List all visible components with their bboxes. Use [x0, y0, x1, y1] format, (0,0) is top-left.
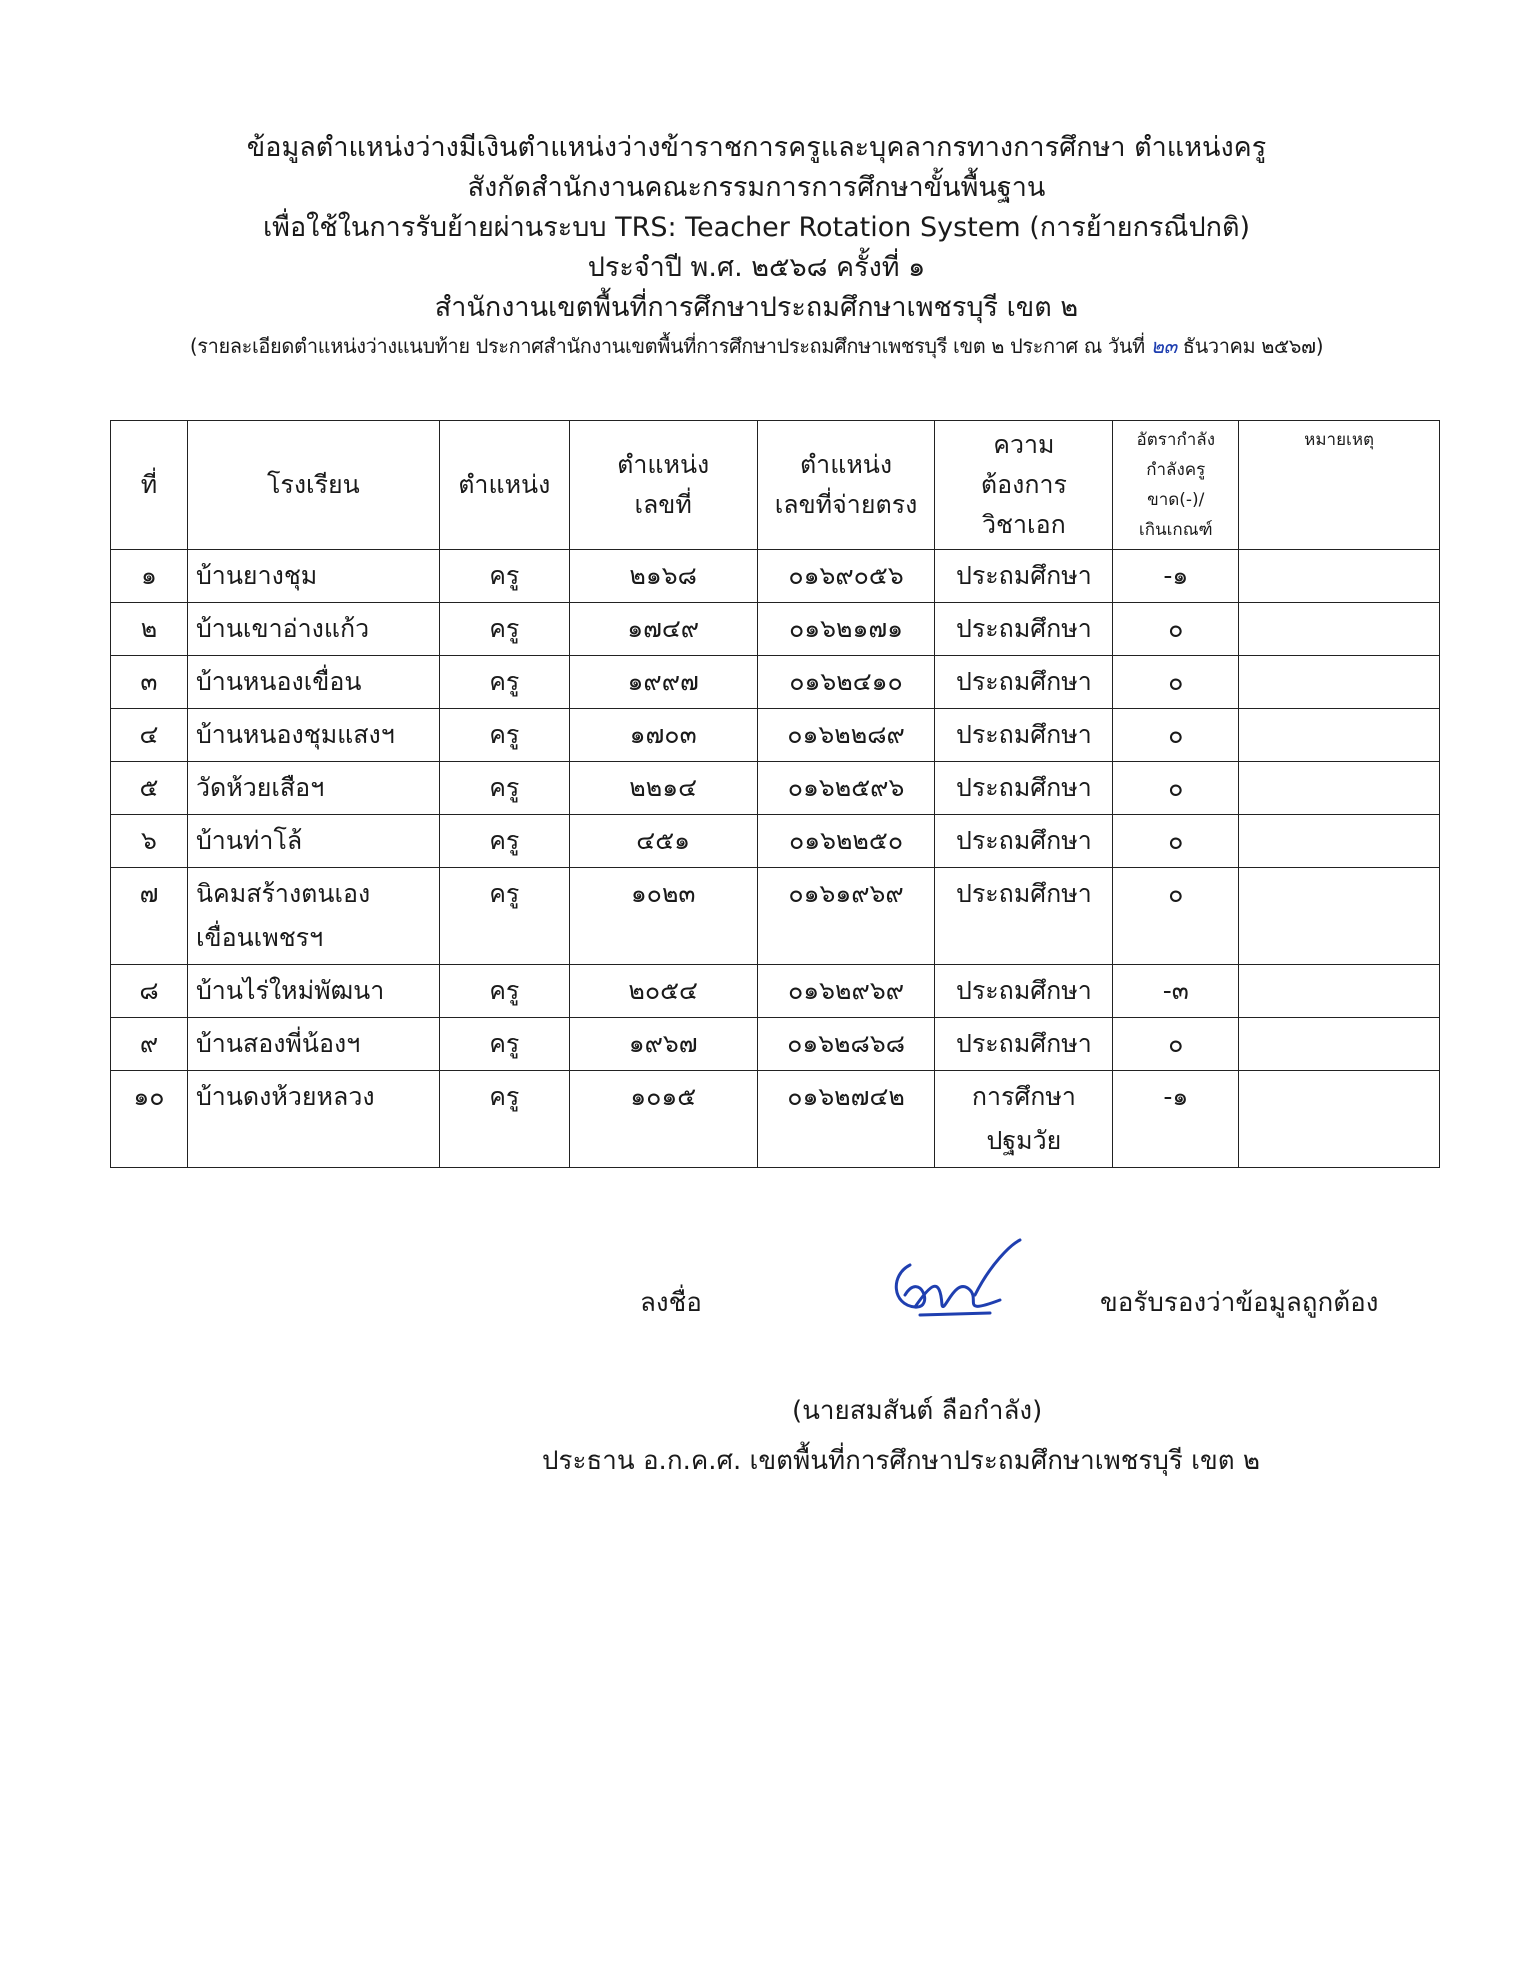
- table-row: [111, 550, 1440, 603]
- cell-major: ประถมศึกษา: [935, 965, 1113, 1018]
- cell-remark: [1239, 550, 1440, 603]
- note-suffix: ธันวาคม ๒๕๖๗): [1182, 334, 1324, 358]
- cell-staff-rate: -๑: [1113, 1071, 1239, 1168]
- cell-school: นิคมสร้างตนเอง เขื่อนเพชรฯ: [187, 868, 439, 965]
- title-line-1: ข้อมูลตำแหน่งว่างมีเงินตำแหน่งว่างข้าราชการครูและบุคลากรทางการศึกษา ตำแหน่งครู: [246, 132, 1267, 163]
- cell-pay-number: ๐๑๖๒๙๖๙: [757, 965, 935, 1018]
- cell-no: ๑: [111, 550, 188, 603]
- cell-major: ประถมศึกษา: [935, 550, 1113, 603]
- header-position: ตำแหน่ง: [439, 421, 569, 550]
- table-row: [111, 709, 1440, 762]
- cell-position-number: ๑๐๒๓: [569, 868, 757, 965]
- cell-pay-number: ๐๑๖๒๗๔๒: [757, 1071, 935, 1168]
- table-row: [111, 603, 1440, 656]
- note-prefix: (รายละเอียดตำแหน่งว่างแนบท้าย ประกาศสำนักงานเขตพื้นที่การศึกษาประถมศึกษาเพชรบุรี เขต ๒ ประกาศ ณ วันที่: [189, 334, 1145, 358]
- cell-position: ครู: [439, 550, 569, 603]
- title-line-5: สำนักงานเขตพื้นที่การศึกษาประถมศึกษาเพชรบุรี เขต ๒: [434, 292, 1079, 323]
- cell-major: ประถมศึกษา: [935, 656, 1113, 709]
- table-row: [111, 1018, 1440, 1071]
- cell-position: ครู: [439, 1071, 569, 1168]
- cell-major: ประถมศึกษา: [935, 603, 1113, 656]
- cell-staff-rate: ๐: [1113, 815, 1239, 868]
- cell-position-number: ๑๙๙๗: [569, 656, 757, 709]
- signature-image: [880, 1235, 1040, 1335]
- cell-no: ๕: [111, 762, 188, 815]
- title-line-4: ประจำปี พ.ศ. ๒๕๖๘ ครั้งที่ ๑: [587, 252, 926, 283]
- cell-major: ประถมศึกษา: [935, 815, 1113, 868]
- title-line-3: เพื่อใช้ในการรับย้ายผ่านระบบ TRS: Teacher Rotation System (การย้ายกรณีปกติ): [262, 212, 1251, 243]
- header-school: โรงเรียน: [187, 421, 439, 550]
- cell-school: บ้านหนองเขื่อน: [187, 656, 439, 709]
- title-line-2: สังกัดสำนักงานคณะกรรมการการศึกษาขั้นพื้นฐาน: [467, 172, 1046, 203]
- cell-no: ๔: [111, 709, 188, 762]
- cell-major: ประถมศึกษา: [935, 709, 1113, 762]
- cell-position-number: ๒๑๖๘: [569, 550, 757, 603]
- vacancy-table: [110, 420, 1440, 1168]
- cell-remark: [1239, 965, 1440, 1018]
- signer-name: (นายสมสันต์ ลือกำลัง): [792, 1396, 1043, 1426]
- header-no: ที่: [111, 421, 188, 550]
- table-row: [111, 815, 1440, 868]
- cell-no: ๖: [111, 815, 188, 868]
- certify-text: ขอรับรองว่าข้อมูลถูกต้อง: [1100, 1288, 1379, 1318]
- cell-remark: [1239, 762, 1440, 815]
- cell-major: ประถมศึกษา: [935, 868, 1113, 965]
- cell-pay-number: ๐๑๖๒๒๘๙: [757, 709, 935, 762]
- cell-position-number: ๑๗๔๙: [569, 603, 757, 656]
- cell-remark: [1239, 1018, 1440, 1071]
- cell-staff-rate: ๐: [1113, 709, 1239, 762]
- cell-pay-number: ๐๑๖๒๒๕๐: [757, 815, 935, 868]
- cell-position: ครู: [439, 656, 569, 709]
- cell-school: บ้านยางชุม: [187, 550, 439, 603]
- cell-no: ๒: [111, 603, 188, 656]
- signer-title: ประธาน อ.ก.ค.ศ. เขตพื้นที่การศึกษาประถมศึกษาเพชรบุรี เขต ๒: [542, 1446, 1261, 1476]
- table-row: [111, 868, 1440, 965]
- cell-pay-number: ๐๑๖๑๙๖๙: [757, 868, 935, 965]
- header-staff-rate: อัตรากำลัง กำลังครู ขาด(-)/ เกินเกณฑ์: [1113, 421, 1239, 550]
- cell-school: บ้านไร่ใหม่พัฒนา: [187, 965, 439, 1018]
- cell-position: ครู: [439, 709, 569, 762]
- sign-label: ลงชื่อ: [640, 1288, 702, 1318]
- cell-pay-number: ๐๑๖๒๕๙๖: [757, 762, 935, 815]
- cell-no: ๘: [111, 965, 188, 1018]
- cell-school: วัดห้วยเสือฯ: [187, 762, 439, 815]
- cell-major: ประถมศึกษา: [935, 762, 1113, 815]
- cell-school: บ้านสองพี่น้องฯ: [187, 1018, 439, 1071]
- table-row: [111, 762, 1440, 815]
- cell-staff-rate: ๐: [1113, 656, 1239, 709]
- cell-school: บ้านดงห้วยหลวง: [187, 1071, 439, 1168]
- cell-remark: [1239, 1071, 1440, 1168]
- header-pay-number: ตำแหน่ง เลขที่จ่ายตรง: [757, 421, 935, 550]
- cell-pay-number: ๐๑๖๒๔๑๐: [757, 656, 935, 709]
- cell-staff-rate: -๓: [1113, 965, 1239, 1018]
- cell-position: ครู: [439, 965, 569, 1018]
- cell-position-number: ๑๙๖๗: [569, 1018, 757, 1071]
- header-major: ความ ต้องการ วิชาเอก: [935, 421, 1113, 550]
- cell-no: ๓: [111, 656, 188, 709]
- cell-no: ๙: [111, 1018, 188, 1071]
- cell-staff-rate: ๐: [1113, 1018, 1239, 1071]
- cell-no: ๑๐: [111, 1071, 188, 1168]
- cell-school: บ้านหนองชุมแสงฯ: [187, 709, 439, 762]
- cell-position-number: ๑๐๑๕: [569, 1071, 757, 1168]
- cell-staff-rate: ๐: [1113, 868, 1239, 965]
- cell-pay-number: ๐๑๖๙๐๕๖: [757, 550, 935, 603]
- announcement-note: [0, 332, 1513, 360]
- cell-remark: [1239, 868, 1440, 965]
- cell-school: บ้านเขาอ่างแก้ว: [187, 603, 439, 656]
- cell-remark: [1239, 815, 1440, 868]
- cell-position: ครู: [439, 815, 569, 868]
- cell-position: ครู: [439, 868, 569, 965]
- cell-major: การศึกษา ปฐมวัย: [935, 1071, 1113, 1168]
- cell-pay-number: ๐๑๖๒๑๗๑: [757, 603, 935, 656]
- header-position-number: ตำแหน่ง เลขที่: [569, 421, 757, 550]
- cell-staff-rate: ๐: [1113, 762, 1239, 815]
- cell-position: ครู: [439, 603, 569, 656]
- cell-staff-rate: -๑: [1113, 550, 1239, 603]
- cell-school: บ้านท่าโล้: [187, 815, 439, 868]
- cell-position-number: ๑๗๐๓: [569, 709, 757, 762]
- table-row: [111, 1071, 1440, 1168]
- cell-no: ๗: [111, 868, 188, 965]
- table-header-row: [111, 421, 1440, 550]
- document-header: [0, 128, 1513, 360]
- cell-position-number: ๒๐๕๔: [569, 965, 757, 1018]
- cell-position-number: ๒๒๑๔: [569, 762, 757, 815]
- cell-remark: [1239, 656, 1440, 709]
- cell-position: ครู: [439, 1018, 569, 1071]
- cell-position-number: ๔๕๑: [569, 815, 757, 868]
- header-remark: หมายเหตุ: [1239, 421, 1440, 550]
- cell-remark: [1239, 709, 1440, 762]
- cell-staff-rate: ๐: [1113, 603, 1239, 656]
- cell-remark: [1239, 603, 1440, 656]
- table-row: [111, 965, 1440, 1018]
- note-handwritten-day: ๒๓: [1150, 334, 1177, 358]
- table-row: [111, 656, 1440, 709]
- cell-position: ครู: [439, 762, 569, 815]
- cell-pay-number: ๐๑๖๒๘๖๘: [757, 1018, 935, 1071]
- cell-major: ประถมศึกษา: [935, 1018, 1113, 1071]
